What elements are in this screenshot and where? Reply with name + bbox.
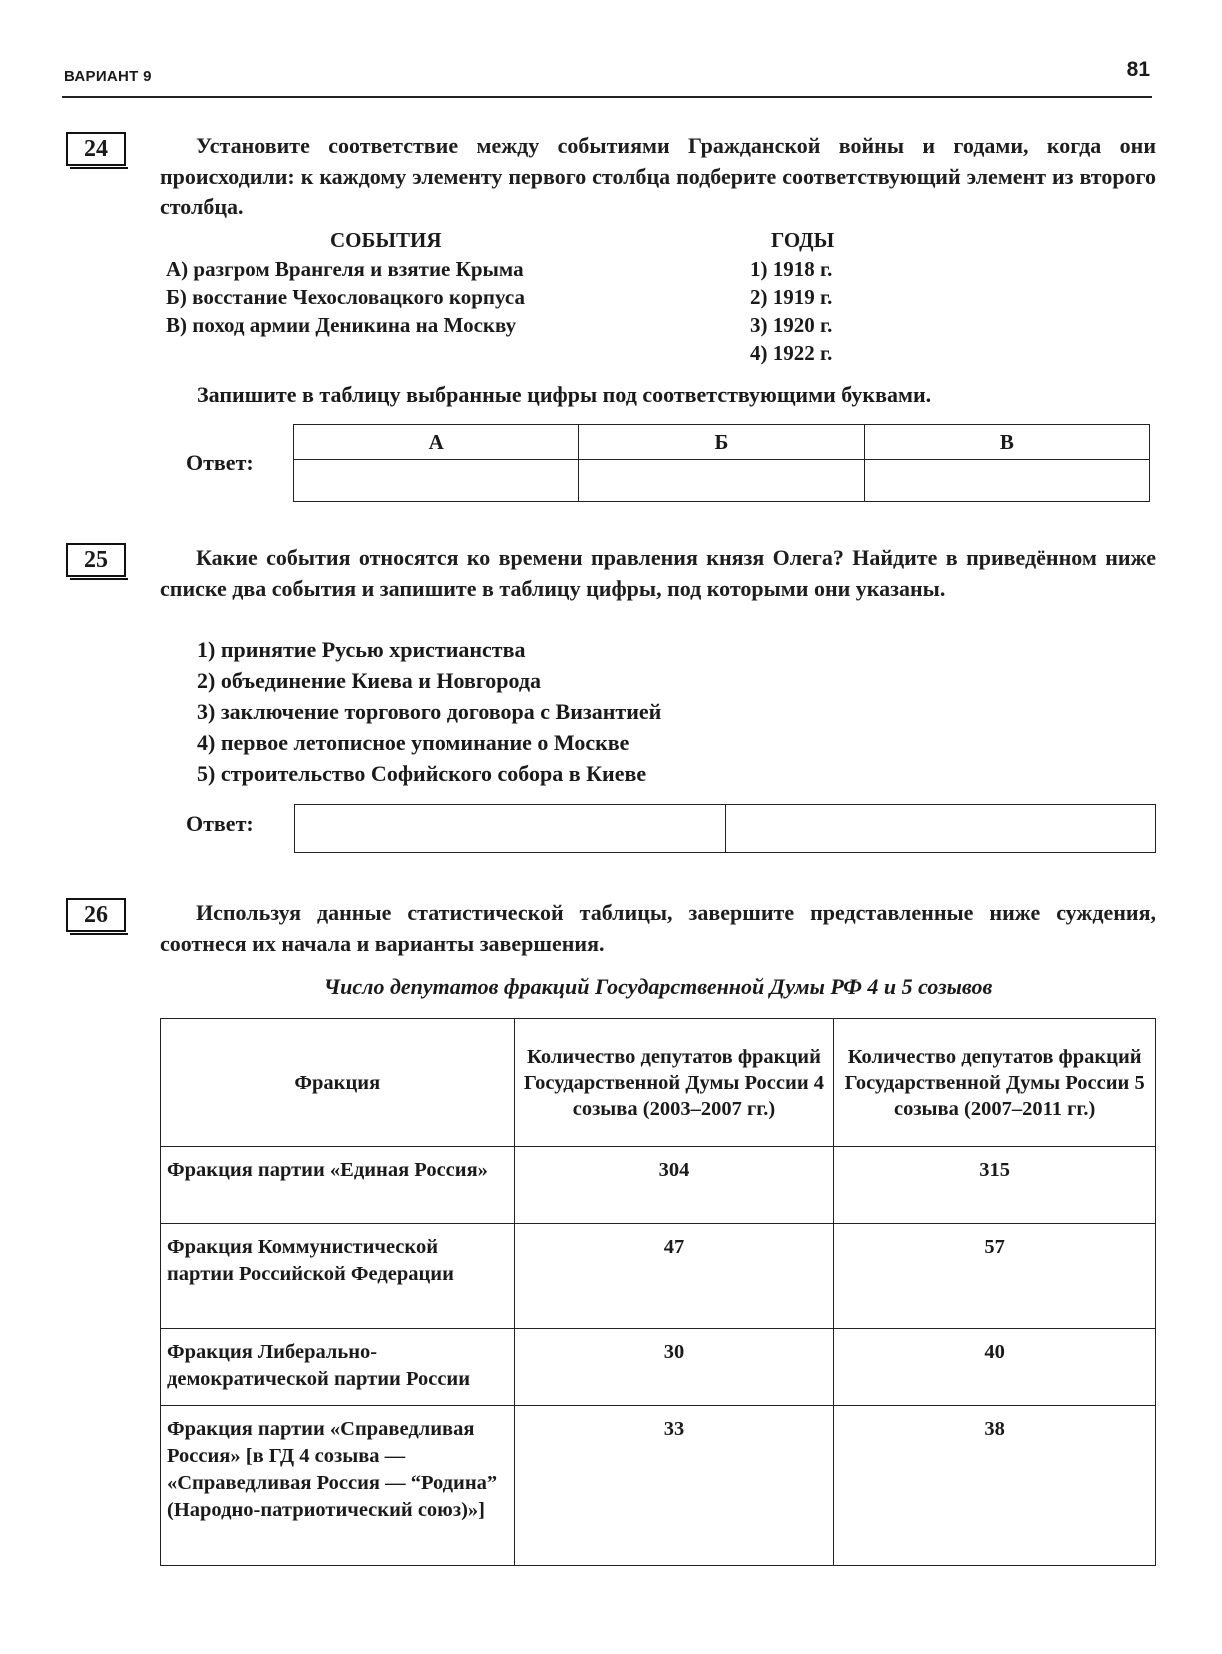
year-item: 3) 1920 г.: [750, 313, 833, 337]
answer-header-v: В: [864, 425, 1149, 460]
table-row: [161, 1224, 1156, 1329]
running-head: ВАРИАНТ 9: [64, 68, 152, 85]
answer-cell-1[interactable]: [295, 805, 726, 853]
option-item: 3) заключение торгового договора с Византией: [197, 699, 662, 724]
task24-instruction: Запишите в таблицу выбранные цифры под соответствующими буквами.: [197, 382, 932, 407]
event-item: Б) восстание Чехословацкого корпуса: [166, 285, 525, 309]
answer-header-a: А: [294, 425, 579, 460]
answer-cell-2[interactable]: [725, 805, 1156, 853]
option-item: 1) принятие Русью христианства: [197, 637, 526, 662]
task24-prompt-text: Установите соответствие между событиями Гражданской войны и годами, когда они происходили: к каждому элементу первого столбца подберите соответствующий элемент из второго столбца.: [160, 133, 1156, 219]
task24-prompt: [160, 131, 1156, 223]
event-item: А) разгром Врангеля и взятие Крыма: [166, 257, 524, 281]
answer-header-b: Б: [579, 425, 864, 460]
deputies-table: [160, 1018, 1156, 1566]
deputies-4: 30: [514, 1329, 834, 1406]
task24-answer-table: [293, 424, 1150, 502]
page-number: 81: [1126, 58, 1150, 81]
header-convocation-5: Количество депутатов фракций Государственной Думы России 5 созыва (2007–2011 гг.): [834, 1019, 1156, 1147]
table-row: [161, 1406, 1156, 1566]
task24-answer-label: Ответ:: [186, 450, 254, 475]
deputies-4: 47: [514, 1224, 834, 1329]
year-item: 4) 1922 г.: [750, 341, 833, 365]
option-item: 4) первое летописное упоминание о Москве: [197, 730, 630, 755]
task-number-25: 25: [66, 543, 126, 577]
task25-answer-table: [294, 804, 1156, 853]
table-row: [161, 1147, 1156, 1224]
header-divider: [62, 96, 1152, 98]
task25-prompt: [160, 543, 1156, 604]
task26-prompt-text: Используя данные статистической таблицы, завершите представленные ниже суждения, соотнеся их начала и варианты завершения.: [160, 900, 1156, 956]
faction-name: Фракция партии «Справедливая Россия» [в ГД 4 созыва — «Справедливая Россия — “Родина” (Народно-патриотический союз)»]: [161, 1406, 515, 1566]
header-convocation-4: Количество депутатов фракций Государственной Думы России 4 созыва (2003–2007 гг.): [514, 1019, 834, 1147]
task-number-24: 24: [66, 132, 126, 166]
answer-cell-b[interactable]: [579, 460, 864, 502]
task25-prompt-text: Какие события относятся ко времени правления князя Олега? Найдите в приведённом ниже списке два события и запишите в таблицу цифры, под которыми они указаны.: [160, 545, 1156, 601]
task25-answer-label: Ответ:: [186, 811, 254, 836]
deputies-5: 40: [834, 1329, 1156, 1406]
header-faction: Фракция: [161, 1019, 515, 1147]
task26-prompt: [160, 898, 1156, 959]
faction-name: Фракция Коммунистической партии Российской Федерации: [161, 1224, 515, 1329]
deputies-5: 38: [834, 1406, 1156, 1566]
faction-name: Фракция Либерально-демократической партии России: [161, 1329, 515, 1406]
deputies-5: 315: [834, 1147, 1156, 1224]
table-caption: Число депутатов фракций Государственной Думы РФ 4 и 5 созывов: [323, 974, 993, 999]
years-column-title: ГОДЫ: [771, 228, 835, 252]
faction-name: Фракция партии «Единая Россия»: [161, 1147, 515, 1224]
year-item: 1) 1918 г.: [750, 257, 833, 281]
answer-cell-v[interactable]: [864, 460, 1149, 502]
option-item: 5) строительство Софийского собора в Киеве: [197, 761, 647, 786]
event-item: В) поход армии Деникина на Москву: [166, 313, 517, 337]
answer-cell-a[interactable]: [294, 460, 579, 502]
table-header-row: [161, 1019, 1156, 1147]
option-item: 2) объединение Киева и Новгорода: [197, 668, 542, 693]
year-item: 2) 1919 г.: [750, 285, 833, 309]
task-number-26: 26: [66, 898, 126, 932]
table-row: [161, 1329, 1156, 1406]
events-column-title: СОБЫТИЯ: [330, 228, 442, 252]
deputies-4: 33: [514, 1406, 834, 1566]
deputies-5: 57: [834, 1224, 1156, 1329]
deputies-4: 304: [514, 1147, 834, 1224]
